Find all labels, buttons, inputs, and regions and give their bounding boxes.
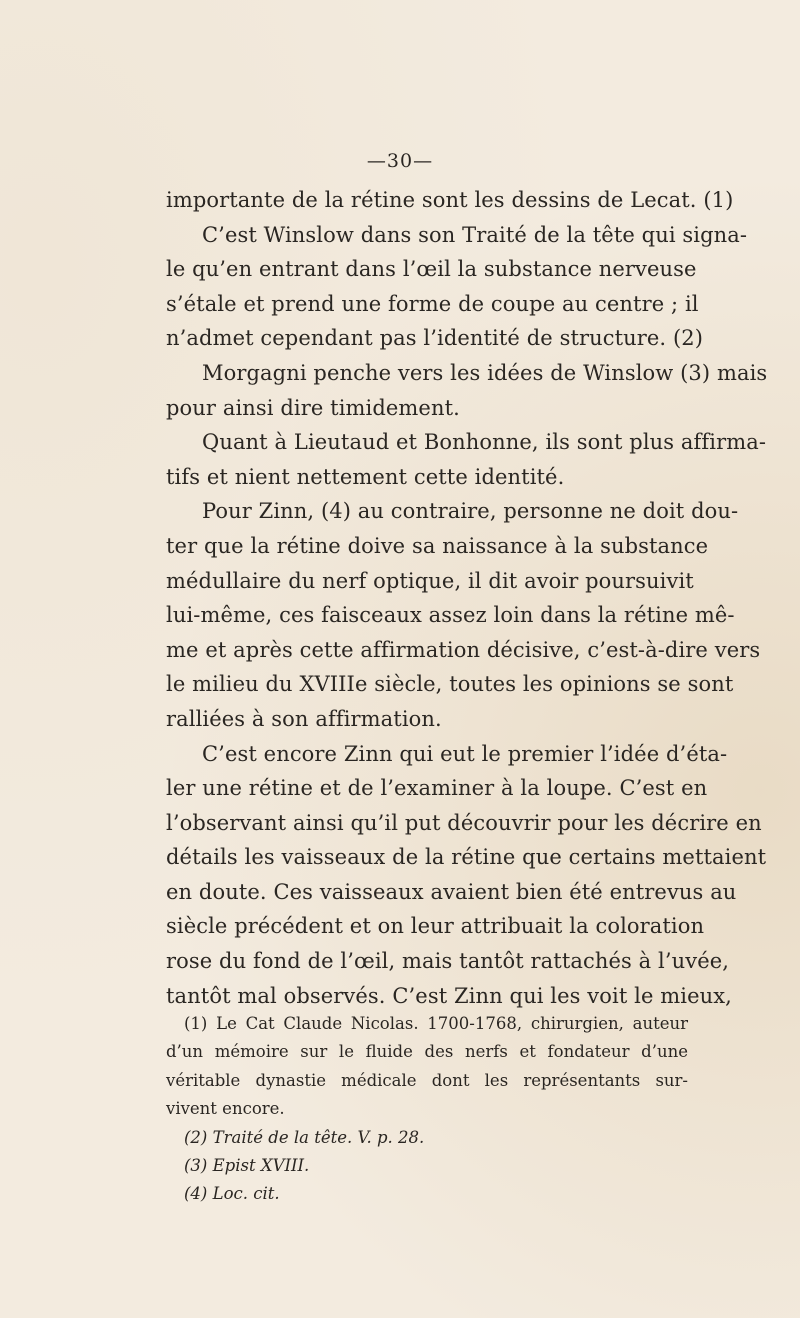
text-line: C’est Winslow dans son Traité de la tête qui signa- [202,222,748,247]
text-line: ralliées à son affirmation. [166,706,442,731]
text-line: Quant à Lieutaud et Bonhonne, ils sont plus affirma- [202,430,767,455]
text-line: s’étale et prend une forme de coupe au centre ; il [166,291,699,316]
text-line: Pour Zinn, (4) au contraire, personne ne doit dou- [202,499,739,524]
text-line: l’observant ainsi qu’il put découvrir pour les décrire en [166,810,762,835]
text-line: le qu’en entrant dans l’œil la substance nerveuse [166,257,697,282]
text-line: ler une rétine et de l’examiner à la loupe. C’est en [166,776,708,801]
text-line: le milieu du XVIIIe siècle, toutes les opinions se sont [166,672,734,697]
text-line: en doute. Ces vaisseaux avaient bien été entrevus au [166,879,737,904]
footnote-line: (2) Traité de la tête. V. p. 28. [184,1127,425,1147]
footnotes [166,1010,688,1209]
footnote-line: (1) Le Cat Claude Nicolas. 1700-1768, chirurgien, auteur [184,1014,688,1033]
footnote-line: (3) Epist XVIII. [184,1155,310,1175]
page-number: —30— [366,150,434,172]
text-line: rose du fond de l’œil, mais tantôt rattachés à l’uvée, [166,949,730,974]
text-line: détails les vaisseaux de la rétine que certains mettaient [166,845,767,870]
text-line: lui-même, ces faisceaux assez loin dans la rétine mê- [166,603,735,628]
text-line: importante de la rétine sont les dessins de Lecat. (1) [166,188,734,212]
footnote-line: véritable dynastie médicale dont les représentants sur- [166,1070,688,1090]
text-line: siècle précédent et on leur attribuait la coloration [166,914,705,939]
text-line: C’est encore Zinn qui eut le premier l’idée d’éta- [202,741,728,766]
footnote-line: vivent encore. [166,1099,285,1119]
footnote-line: d’un mémoire sur le fluide des nerfs et fondateur d’une [166,1042,688,1062]
text-line: ter que la rétine doive sa naissance à la substance [166,533,709,558]
text-line: tantôt mal observés. C’est Zinn qui les voit le mieux, [166,983,732,1008]
text-line: n’admet cependant pas l’identité de structure. (2) [166,326,704,351]
footnote-line: (4) Loc. cit. [184,1184,280,1204]
body-text [166,183,768,1013]
text-line: tifs et nient nettement cette identité. [166,464,565,489]
text-line: médullaire du nerf optique, il dit avoir poursuivit [166,568,694,593]
text-line: pour ainsi dire timidement. [166,395,460,420]
text-line: me et après cette affirmation décisive, c’est-à-dire vers [166,637,761,662]
text-line: Morgagni penche vers les idées de Winslow (3) mais [202,360,768,385]
